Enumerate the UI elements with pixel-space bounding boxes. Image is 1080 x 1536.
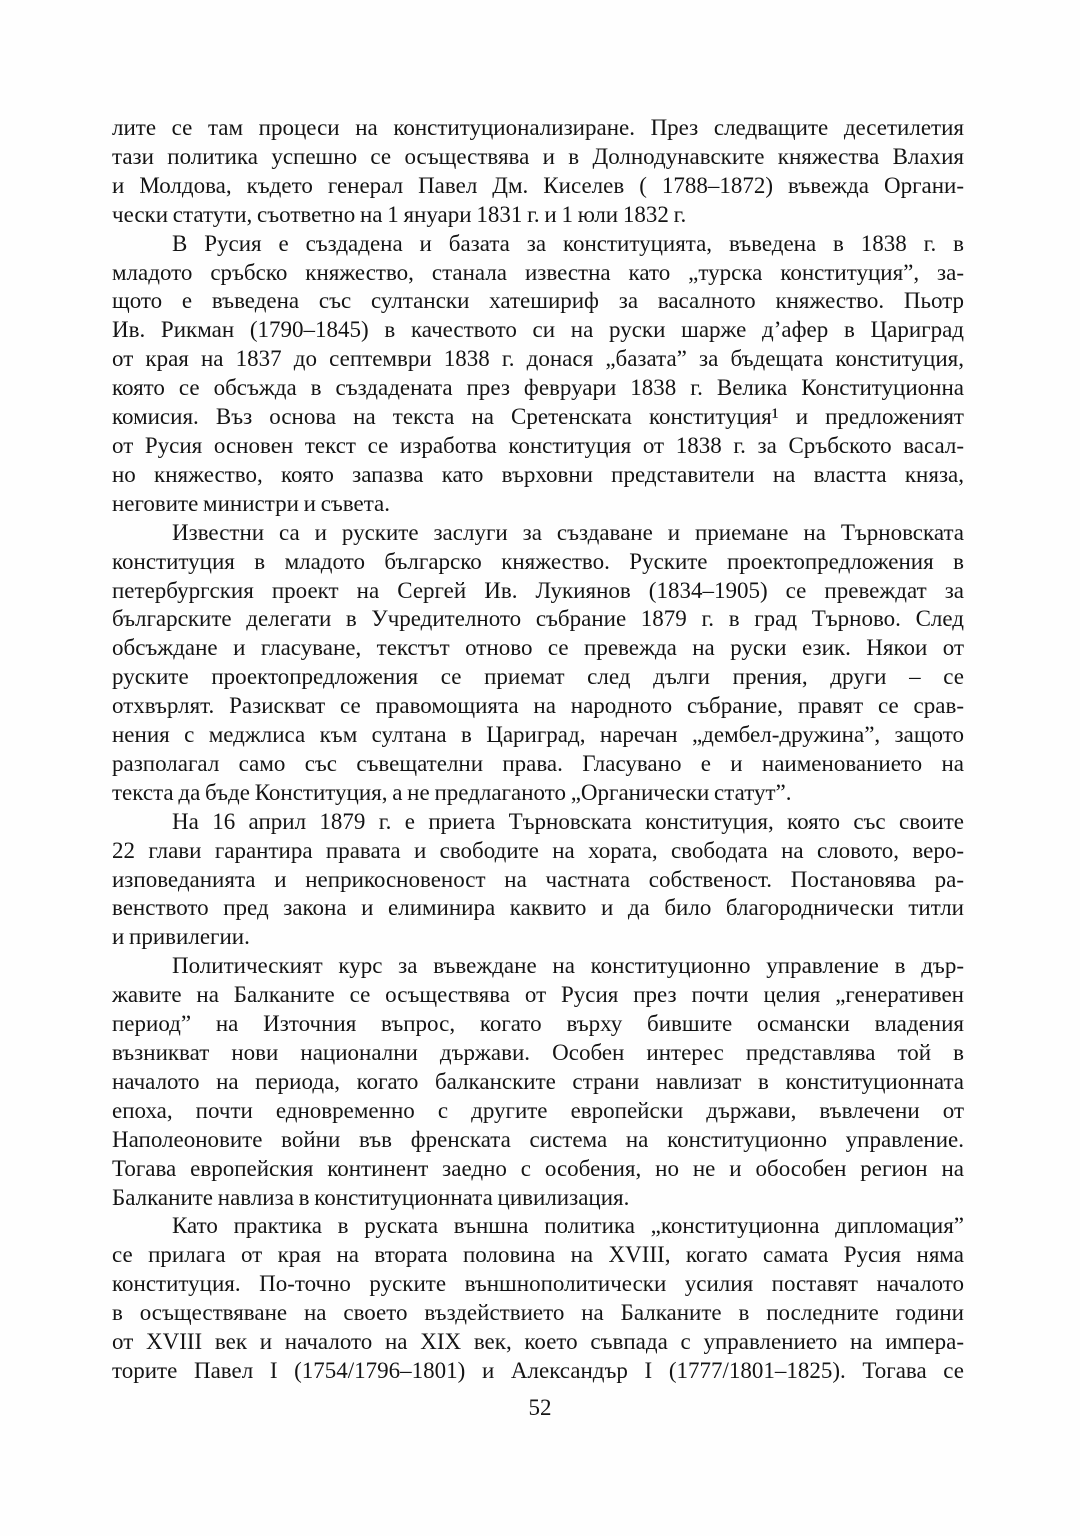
paragraph [112,230,964,519]
text-block [112,114,964,1386]
text-line: конституция в младото българско княжество. Руските проектопредложения в [112,548,964,574]
text-line: щото е въведена със султански хатешириф за васалното княжество. Пьотр [112,288,964,314]
text-line: 22 глави гарантира правата и свободите на хората, свободата на словото, веро- [112,837,964,863]
paragraph [112,952,964,1212]
page-number: 52 [528,1395,552,1420]
text-line: младото сръбско княжество, станала известна като „турска конституция”, за- [112,259,964,285]
text-line: Наполеоновите войни във френската система на конституционно управление. [112,1126,964,1152]
text-line: период” на Източния въпрос, когато върху бившите османски владения [112,1011,964,1037]
text-line: лите се там процеси на конституционализиране. През следващите десетилетия [112,115,964,140]
text-line: петербургския проект на Сергей Ив. Лукиянов (1834–1905) се превеждат за [112,577,964,603]
text-line: от Русия основен текст се изработва конституция от 1838 г. за Сръбското васал- [112,432,964,458]
paragraph [112,808,964,953]
text-line: текста да бъде Конституция, а не предлаганото „Органически статут”. [112,779,792,805]
text-line: българските делегати в Учредителното събрание 1879 г. в град Търново. След [112,606,964,632]
paragraph [112,519,964,808]
text-line: в осъществяване на своето въздействието на Балканите в последните години [112,1300,964,1326]
text-line: от края на 1837 до септември 1838 г. донася „базата” за бъдещата конституция, [112,346,964,372]
text-line: обсъждане и гласуване, текстът отново се превежда на руски език. Някои от [112,635,964,661]
text-line: началото на периода, когато балканските страни навлизат в конституционната [112,1068,964,1094]
text-line: епоха, почти едновременно с другите европейски държави, въвлечени от [112,1097,964,1123]
text-line: конституция. По-точно руските външнополитически усилия поставят началото [112,1271,964,1297]
text-line: венството пред закона и елиминира каквито и да било благороднически титли [112,895,964,921]
text-line: торите Павел I (1754/1796–1801) и Александър I (1777/1801–1825). Тогава се [112,1357,964,1383]
text-line: и Молдова, където генерал Павел Дм. Киселев ( 1788–1872) въвежда Органи- [112,172,964,198]
text-line: изповеданията и неприкосновеност на частната собственост. Постановява ра- [112,866,964,892]
text-line: но княжество, която запазва като върховни представители на властта княза, [112,461,964,487]
text-line: Известни са и руските заслуги за създаване и приемане на Търновската [172,519,964,545]
paragraph [112,1212,964,1385]
text-line: неговите министри и съвета. [112,490,391,516]
text-line: жавите на Балканите се осъществява от Русия през почти целия „генеративен [112,982,964,1008]
paragraph [112,114,964,230]
text-line: комисия. Въз основа на текста на Сретенската конституция¹ и предложеният [112,404,964,430]
text-line: Тогава европейския континент заедно с особения, но не и обособен регион на [112,1155,964,1181]
text-line: възникват нови национални държави. Особен интерес представлява той в [112,1040,964,1065]
text-line: Ив. Рикман (1790–1845) в качеството си на руски шарже д’афер в Цариград [112,317,964,343]
text-line: чески статути, съответно на 1 януари 1831 г. и 1 юли 1832 г. [112,201,687,227]
text-line: и привилегии. [112,924,250,950]
text-line: отхвърлят. Разискват се правомощията на народното събрание, правят се срав- [112,693,964,719]
text-line: В Русия е създадена и базата за конституцията, въведена в 1838 г. в [172,230,964,256]
text-line: Балканите навлиза в конституционната цивилизация. [112,1184,630,1210]
text-line: която се обсъжда в създадената през февруари 1838 г. Велика Конституционна [112,375,964,401]
text-line: разполагал само със съвещателни права. Гласувано е и наименованието на [112,750,964,776]
text-line: Политическият курс за въвеждане на конституционно управление в дър- [172,953,964,979]
text-line: тази политика успешно се осъществява и в Долнодунавските княжества Влахия [112,143,964,169]
text-line: се прилага от края на втората половина на XVIII, когато самата Русия няма [112,1242,964,1268]
text-line: На 16 април 1879 г. е приета Търновската конституция, която със своите [172,808,964,834]
text-line: руските проектопредложения се приемат след дълги прения, други – се [112,664,964,690]
text-line: от XVIII век и началото на XIX век, което съвпада с управлението на импера- [112,1329,964,1355]
text-line: нения с меджлиса към султана в Цариград, наречан „дембел-дружина”, защото [112,722,964,748]
text-line: Като практика в руската външна политика „конституционна дипломация” [172,1213,964,1239]
